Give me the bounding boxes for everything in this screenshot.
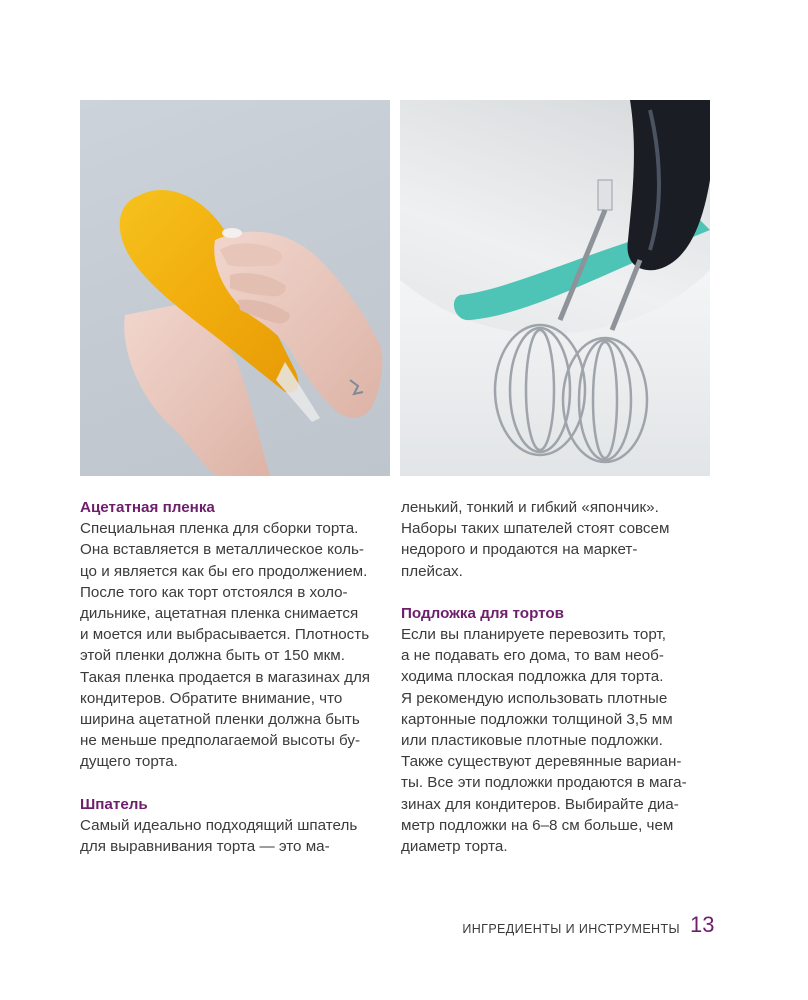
acetate-line-3: цо и является как бы его продолжением. <box>80 562 368 580</box>
acetate-line-11: не меньше предполагаемой высоты бу- <box>80 732 361 750</box>
heading-spatula: Шпатель <box>80 795 148 813</box>
text-column-right <box>401 497 711 857</box>
acetate-line-9: кондитеров. Обратите внимание, что <box>80 689 343 707</box>
cake-board-line-1: Если вы планируете перевозить торт, <box>401 626 666 644</box>
spatula-continued-line-4: плейсах. <box>401 562 463 580</box>
photo-piping-bag <box>80 100 390 476</box>
acetate-line-10: ширина ацетатной пленки должна быть <box>80 711 360 729</box>
cake-board-line-4: Я рекомендую использовать плотные <box>401 689 668 707</box>
cake-board-line-5: картонные подложки толщиной 3,5 мм <box>401 710 673 728</box>
acetate-line-8: Такая пленка продается в магазинах для <box>80 668 371 686</box>
spatula-line-1: Самый идеально подходящий шпатель <box>80 816 358 834</box>
paragraph-gap <box>401 582 711 603</box>
cake-board-line-3: ходима плоская подложка для торта. <box>401 668 664 686</box>
text-column-left <box>80 497 390 857</box>
acetate-line-4: После того как торт отстоялся в холо- <box>80 583 348 601</box>
cake-board-line-6: или пластиковые плотные подложки. <box>401 732 663 750</box>
acetate-line-7: этой пленки должна быть от 150 мкм. <box>80 647 345 665</box>
running-footer-section-title: ИНГРЕДИЕНТЫ И ИНСТРУМЕНТЫ <box>462 922 680 936</box>
spatula-continued-line-1: ленький, тонкий и гибкий «япончик». <box>401 499 659 516</box>
spatula-line-2: для выравнивания торта — это ма- <box>80 838 330 856</box>
acetate-line-5: дильнике, ацетатная пленка снимается <box>80 605 359 623</box>
spatula-continued-line-3: недорого и продаются на маркет- <box>401 541 638 559</box>
cake-board-line-8: ты. Все эти подложки продаются в мага- <box>401 774 687 792</box>
heading-cake-board: Подложка для тортов <box>401 604 565 622</box>
hand-mixer-illustration <box>400 100 710 476</box>
piping-bag-illustration <box>80 100 390 476</box>
cake-board-line-2: а не подавать его дома, то вам необ- <box>401 647 664 665</box>
acetate-line-12: дущего торта. <box>80 753 178 771</box>
cake-board-line-9: зинах для кондитеров. Выбирайте диа- <box>401 795 679 813</box>
paragraph-gap <box>80 773 390 794</box>
cake-board-line-11: диаметр торта. <box>401 838 508 856</box>
heading-acetate-film: Ацетатная пленка <box>80 499 215 516</box>
cake-board-line-10: метр подложки на 6–8 см больше, чем <box>401 816 674 834</box>
photo-hand-mixer <box>400 100 710 476</box>
acetate-line-6: и моется или выбрасывается. Плотность <box>80 626 370 644</box>
acetate-line-2: Она вставляется в металлическое коль- <box>80 541 364 559</box>
spatula-continued-line-2: Наборы таких шпателей стоят совсем <box>401 520 670 538</box>
page-number: 13 <box>690 912 715 937</box>
acetate-line-1: Специальная пленка для сборки торта. <box>80 520 359 538</box>
cake-board-line-7: Также существуют деревянные вариан- <box>401 753 682 771</box>
